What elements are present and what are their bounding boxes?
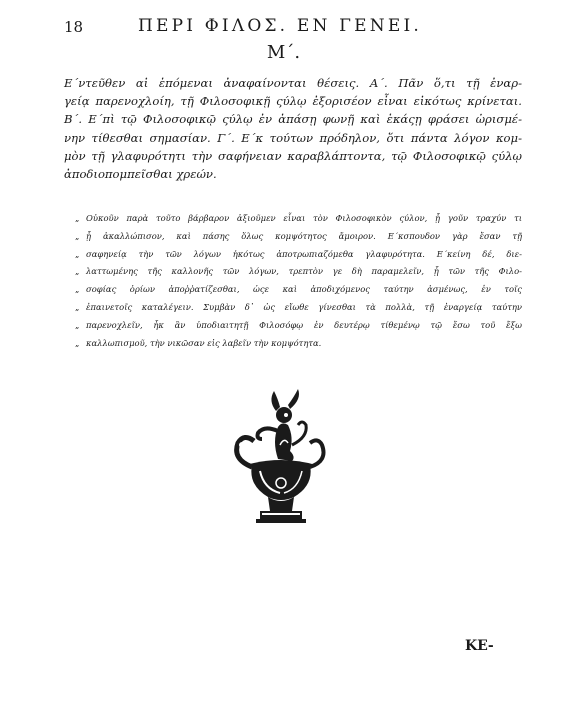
quote-line xyxy=(75,317,522,335)
quote-mark: „ xyxy=(75,248,80,259)
quote-line xyxy=(75,281,522,299)
quote-mark: „ xyxy=(75,266,80,277)
quote-line xyxy=(75,263,522,281)
quoted-note xyxy=(75,210,522,352)
running-head: ΠΕΡΙ ΦΙΛΟΣ. ΕΝ ΓΕΝΕΙ. xyxy=(138,16,422,36)
quote-line xyxy=(75,246,522,264)
quote-mark: „ xyxy=(75,284,80,295)
quote-line-text: παρενοχλεῖν, ἧκ ἂν ὑποδιαιτητῇ Φιλοσόφῳ ἐν δευτέρῳ τίθεμένῳ τῷ ἔσω τοῦ ἔξω xyxy=(86,319,522,330)
main-line: γείᾳ παρενοχλοίη, τῇ Φιλοσοφικῇ ςύλῳ ἐξορισέον εἶναι εἰκότως κρίνεται. xyxy=(64,94,522,109)
quote-line-text: καλλωπισμοῦ, τὴν νικῶσαν εἰς λαβεῖν τὴν κομψότητα. xyxy=(86,337,322,348)
catchword: ΚΕ- xyxy=(465,638,494,654)
main-line: μὸν τῇ γλαφυρότητι τὴν σαφήνειαν καραβλάπτοντα, τῷ Φιλοσοφικῷ ςύλῳ xyxy=(64,148,522,163)
quote-line xyxy=(75,228,522,246)
quote-line-text: σαφηνείᾳ τὴν τῶν λόγων ἡκότως ἀποτρωπιαζόμεθα γλαφυρότητα. Ε΄κείνη δέ, διε- xyxy=(86,248,522,259)
quote-line-text: ᾖ ἀκαλλώπισον, καὶ πάσης ὅλως κομψότητος ἄμοιρον. Ε΄κσπουδον γὰρ ἔσαν τῇ xyxy=(86,230,522,241)
quote-line-text: ἐπαινετοῖς καταλέγειν. Συμβὰν δ᾽ ὡς εἴωθε γίνεσθαι τὰ πολλὰ, τῇ ἐναργείᾳ ταύτην xyxy=(86,301,522,312)
quote-mark: „ xyxy=(75,213,80,223)
ornamental-vase-vignette xyxy=(222,385,340,525)
main-line: Ε΄ντεῦθεν αἱ ἑπόμεναι ἀναφαίνονται θέσεις. Α΄. Πᾶν ὅ,τι τῇ ἐναρ- xyxy=(64,76,522,90)
quote-mark: „ xyxy=(75,319,80,330)
quote-mark: „ xyxy=(75,230,80,241)
quote-line-text: σοφίας ὁρίων ἀποῤῥατίζεσθαι, ὡςε καὶ ἀποδιχόμενος ταύτην ἀσμένως, ἐν τοῖς xyxy=(86,284,522,295)
main-line: Β΄. Ε΄πὶ τῷ Φιλοσοφικῷ ςύλῳ ἐν ἁπάσῃ φωνῇ καὶ ἑκάςῃ φράσει ὠρισμέ- xyxy=(64,112,522,127)
quote-line xyxy=(75,210,522,228)
section-mark: Μ΄. xyxy=(266,42,301,63)
main-paragraph xyxy=(64,74,522,183)
quote-mark: „ xyxy=(75,337,80,348)
quote-line-text: λαττωμένης τῆς καλλονῆς τῶν λόγων, τρεπτὸν γε δὴ παραμελεῖν, ᾗ τῶν τῆς Φιλο- xyxy=(86,266,522,277)
quote-line xyxy=(75,335,522,353)
main-line: νην τίθεσθαι σημασίαν. Γ΄. Ε΄κ τούτων πρόδηλον, ὅτι πάντα λόγον κομ- xyxy=(64,130,522,145)
quote-mark: „ xyxy=(75,301,80,312)
main-line: ἀποδιοπομπεῖσθαι χρεών. xyxy=(64,167,217,182)
page-number: 18 xyxy=(64,18,84,36)
quote-line xyxy=(75,299,522,317)
quote-line-text: Οὐκοῦν παρὰ τοῦτο βάρβαρον ἀξιοῦμεν εἶναι τὸν Φιλοσοφικὸν ςύλον, ᾗ γοῦν τραχύν τι xyxy=(86,213,522,223)
